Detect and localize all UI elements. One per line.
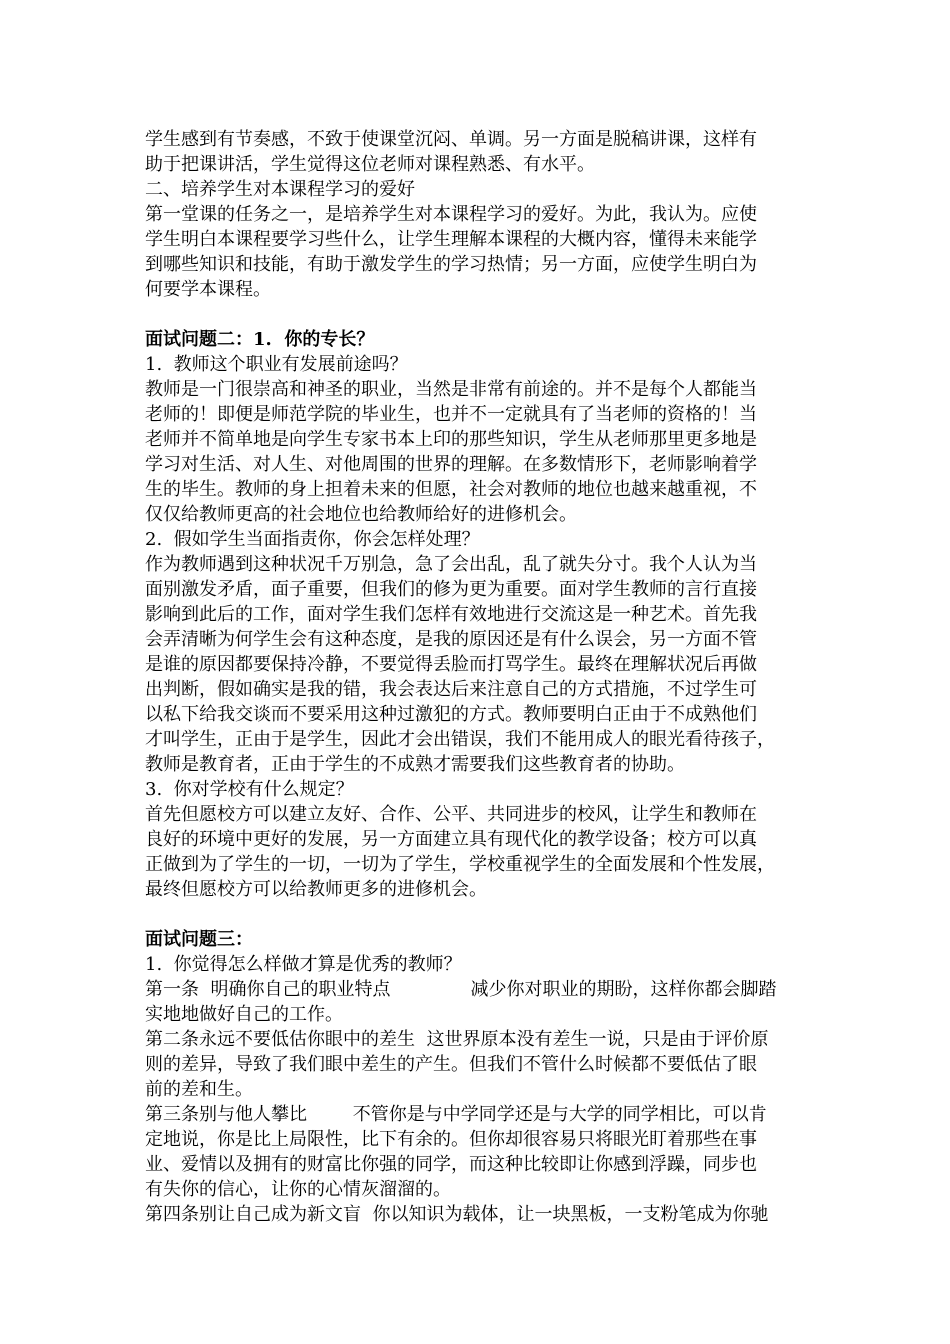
text-line: 老师的！即便是师范学院的毕业生，也并不一定就具有了当老师的资格的！当 bbox=[145, 404, 757, 425]
text-line: 定地说，你是比上局限性，比下有余的。但你却很容易只将眼光盯着那些在事 bbox=[145, 1129, 757, 1150]
blank-line bbox=[145, 902, 817, 927]
text-line: 首先但愿校方可以建立友好、合作、公平、共同进步的校风，让学生和教师在 bbox=[145, 804, 757, 825]
text-line: 业、爱情以及拥有的财富比你强的同学，而这种比较即让你感到浮躁，同步也 bbox=[145, 1154, 757, 1175]
text-line: 出判断，假如确实是我的错，我会表达后来注意自己的方式措施，不过学生可 bbox=[145, 679, 757, 700]
text-line: 第一堂课的任务之一，是培养学生对本课程学习的爱好。为此，我认为。应使 bbox=[145, 204, 757, 225]
section-heading-interview-2: 面试问题二：1. 你的专长？ bbox=[145, 329, 375, 350]
text-line: 学习对生活、对人生、对他周围的世界的理解。在多数情形下，老师影响着学 bbox=[145, 454, 757, 475]
text-line: 学生感到有节奏感，不致于使课堂沉闷、单调。另一方面是脱稿讲课，这样有 bbox=[145, 129, 757, 150]
text-line: 教师是教育者，正由于学生的不成熟才需要我们这些教育者的协助。 bbox=[145, 754, 685, 775]
text-line: 前的差和生。 bbox=[145, 1079, 253, 1100]
text-line: 第三条别与他人攀比 不管你是与中学同学还是与大学的同学相比，可以肯 bbox=[145, 1104, 767, 1125]
text-line: 1. 你觉得怎么样做才算是优秀的教师？ bbox=[145, 954, 462, 975]
text-line: 第一条 明确你自己的职业特点 减少你对职业的期盼，这样你都会脚踏 bbox=[145, 979, 777, 1000]
section-heading-interview-3: 面试问题三： bbox=[145, 929, 253, 950]
text-line: 仅仅给教师更高的社会地位也给教师给好的进修机会。 bbox=[145, 504, 577, 525]
text-line: 会弄清晰为何学生会有这种态度，是我的原因还是有什么误会，另一方面不管 bbox=[145, 629, 757, 650]
text-line: 第四条别让自己成为新文盲 你以知识为载体，让一块黑板，一支粉笔成为你驰 bbox=[145, 1204, 769, 1225]
text-line: 以私下给我交谈而不要采用这种过激犯的方式。教师要明白正由于不成熟他们 bbox=[145, 704, 757, 725]
text-line: 才叫学生，正由于是学生，因此才会出错误，我们不能用成人的眼光看待孩子， bbox=[145, 729, 775, 750]
text-line: 3. 你对学校有什么规定？ bbox=[145, 779, 354, 800]
text-line: 教师是一门很崇高和神圣的职业，当然是非常有前途的。并不是每个人都能当 bbox=[145, 379, 757, 400]
section-interview-2-body bbox=[145, 352, 817, 902]
blank-line bbox=[145, 302, 817, 327]
section-interview-3-body bbox=[145, 952, 817, 1227]
text-line: 正做到为了学生的一切，一切为了学生，学校重视学生的全面发展和个性发展， bbox=[145, 854, 775, 875]
text-line: 影响到此后的工作，面对学生我们怎样有效地进行交流这是一种艺术。首先我 bbox=[145, 604, 757, 625]
text-line: 作为教师遇到这种状况千万别急，急了会出乱，乱了就失分寸。我个人认为当 bbox=[145, 554, 757, 575]
text-line: 二、培养学生对本课程学习的爱好 bbox=[145, 179, 415, 200]
text-line: 有失你的信心，让你的心情灰溜溜的。 bbox=[145, 1179, 451, 1200]
text-line: 何要学本课程。 bbox=[145, 279, 271, 300]
text-line: 学生明白本课程要学习些什么，让学生理解本课程的大概内容，懂得未来能学 bbox=[145, 229, 757, 250]
text-line: 良好的环境中更好的发展，另一方面建立具有现代化的教学设备；校方可以真 bbox=[145, 829, 757, 850]
text-line: 则的差异，导致了我们眼中差生的产生。但我们不管什么时候都不要低估了眼 bbox=[145, 1054, 757, 1075]
document-page bbox=[145, 127, 817, 1227]
text-line: 第二条永远不要低估你眼中的差生 这世界原本没有差生一说，只是由于评价原 bbox=[145, 1029, 769, 1050]
text-line: 生的毕生。教师的身上担着未来的但愿，社会对教师的地位也越来越重视，不 bbox=[145, 479, 757, 500]
text-line: 最终但愿校方可以给教师更多的进修机会。 bbox=[145, 879, 487, 900]
text-line: 到哪些知识和技能，有助于激发学生的学习热情；另一方面，应使学生明白为 bbox=[145, 254, 757, 275]
text-line: 助于把课讲活，学生觉得这位老师对课程熟悉、有水平。 bbox=[145, 154, 595, 175]
text-line: 老师并不简单地是向学生专家书本上印的那些知识，学生从老师那里更多地是 bbox=[145, 429, 757, 450]
text-line: 是谁的原因都要保持冷静，不要觉得丢脸而打骂学生。最终在理解状况后再做 bbox=[145, 654, 757, 675]
intro-paragraphs bbox=[145, 127, 817, 302]
text-line: 面别激发矛盾，面子重要，但我们的修为更为重要。面对学生教师的言行直接 bbox=[145, 579, 757, 600]
text-line: 2. 假如学生当面指责你，你会怎样处理？ bbox=[145, 529, 480, 550]
text-line: 实地地做好自己的工作。 bbox=[145, 1004, 343, 1025]
text-line: 1. 教师这个职业有发展前途吗？ bbox=[145, 354, 408, 375]
